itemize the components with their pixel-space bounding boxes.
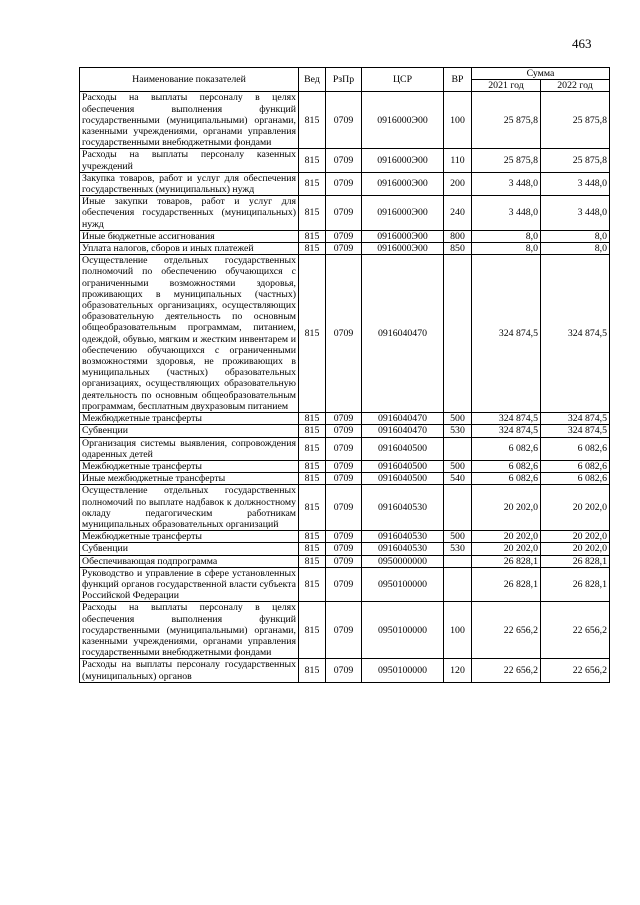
- table-row: [80, 172, 610, 195]
- cell-rzpr: 0709: [326, 92, 362, 149]
- cell-sum-2022: 3 448,0: [541, 196, 610, 231]
- table-row: [80, 485, 610, 531]
- cell-sum-2021: 22 656,2: [472, 602, 541, 659]
- cell-csr: 0916000Э00: [362, 243, 444, 255]
- cell-sum-2022: 25 875,8: [541, 149, 610, 172]
- cell-csr: 0916040470: [362, 425, 444, 437]
- cell-vr: [444, 567, 472, 602]
- cell-ved: 815: [299, 196, 326, 231]
- cell-name: Расходы на выплаты персоналу в целях обеспечения выполнения функций государственными (муниципальными) органами, казенными учреждениями, органами управления государственными внебюджетными фондами: [80, 602, 299, 659]
- cell-name: Межбюджетные трансферты: [80, 413, 299, 425]
- table-row: [80, 413, 610, 425]
- cell-vr: 240: [444, 196, 472, 231]
- cell-ved: 815: [299, 243, 326, 255]
- cell-sum-2021: 20 202,0: [472, 531, 541, 543]
- cell-sum-2021: 3 448,0: [472, 172, 541, 195]
- cell-rzpr: 0709: [326, 243, 362, 255]
- cell-name: Субвенции: [80, 425, 299, 437]
- cell-sum-2021: 20 202,0: [472, 543, 541, 555]
- cell-csr: 0916040470: [362, 255, 444, 413]
- cell-ved: 815: [299, 230, 326, 242]
- cell-name: Межбюджетные трансферты: [80, 531, 299, 543]
- table-row: [80, 555, 610, 567]
- cell-name: Организация системы выявления, сопровождения одаренных детей: [80, 437, 299, 460]
- cell-sum-2021: 22 656,2: [472, 659, 541, 682]
- cell-sum-2021: 6 082,6: [472, 473, 541, 485]
- table-row: [80, 230, 610, 242]
- cell-vr: [444, 555, 472, 567]
- cell-ved: 815: [299, 460, 326, 472]
- cell-name: Осуществление отдельных государственных полномочий по обеспечению обучающихся с ограниченными возможностями здоровья, проживающих в муниципальных (частных) образовательных организациях, осуществляющих образовательную деятельность по основным общеобразовательным программам, питанием, одеждой, обувью, мягким и жестким инвентарем и обеспечению обучающихся с ограниченными возможностями здоровья, не проживающих в муниципальных (частных) образовательных организациях, осуществляющих образовательную деятельность по основным общеобразовательным программам, бесплатным двухразовым питанием: [80, 255, 299, 413]
- cell-rzpr: 0709: [326, 172, 362, 195]
- cell-sum-2022: 20 202,0: [541, 531, 610, 543]
- cell-sum-2022: 26 828,1: [541, 567, 610, 602]
- cell-rzpr: 0709: [326, 659, 362, 682]
- cell-sum-2021: 6 082,6: [472, 437, 541, 460]
- cell-vr: 100: [444, 92, 472, 149]
- cell-sum-2022: 8,0: [541, 230, 610, 242]
- cell-sum-2022: 324 874,5: [541, 255, 610, 413]
- cell-sum-2022: 3 448,0: [541, 172, 610, 195]
- cell-ved: 815: [299, 255, 326, 413]
- cell-rzpr: 0709: [326, 230, 362, 242]
- cell-name: Обеспечивающая подпрограмма: [80, 555, 299, 567]
- budget-table: [79, 67, 610, 683]
- cell-rzpr: 0709: [326, 473, 362, 485]
- cell-ved: 815: [299, 602, 326, 659]
- cell-name: Уплата налогов, сборов и иных платежей: [80, 243, 299, 255]
- cell-vr: 200: [444, 172, 472, 195]
- table-row: [80, 460, 610, 472]
- cell-csr: 0916040530: [362, 485, 444, 531]
- table-row: [80, 543, 610, 555]
- cell-sum-2021: 26 828,1: [472, 555, 541, 567]
- cell-sum-2022: 25 875,8: [541, 92, 610, 149]
- cell-rzpr: 0709: [326, 531, 362, 543]
- cell-sum-2022: 324 874,5: [541, 425, 610, 437]
- cell-sum-2022: 20 202,0: [541, 543, 610, 555]
- cell-csr: 0950100000: [362, 659, 444, 682]
- cell-sum-2022: 6 082,6: [541, 460, 610, 472]
- cell-vr: 500: [444, 413, 472, 425]
- cell-vr: [444, 437, 472, 460]
- cell-name: Расходы на выплаты персоналу казенных учреждений: [80, 149, 299, 172]
- cell-ved: 815: [299, 567, 326, 602]
- cell-ved: 815: [299, 92, 326, 149]
- cell-rzpr: 0709: [326, 413, 362, 425]
- cell-csr: 0916040530: [362, 531, 444, 543]
- cell-ved: 815: [299, 531, 326, 543]
- cell-csr: 0916000Э00: [362, 230, 444, 242]
- cell-sum-2022: 20 202,0: [541, 485, 610, 531]
- cell-sum-2021: 26 828,1: [472, 567, 541, 602]
- cell-sum-2022: 8,0: [541, 243, 610, 255]
- cell-csr: 0950100000: [362, 602, 444, 659]
- cell-rzpr: 0709: [326, 196, 362, 231]
- cell-sum-2021: 8,0: [472, 230, 541, 242]
- header-vr: ВР: [444, 68, 472, 92]
- cell-sum-2021: 8,0: [472, 243, 541, 255]
- header-name: Наименование показателей: [80, 68, 299, 92]
- cell-vr: 500: [444, 460, 472, 472]
- cell-sum-2021: 324 874,5: [472, 255, 541, 413]
- page-number: 463: [572, 36, 592, 51]
- cell-ved: 815: [299, 149, 326, 172]
- cell-sum-2022: 22 656,2: [541, 602, 610, 659]
- cell-csr: 0916000Э00: [362, 196, 444, 231]
- cell-rzpr: 0709: [326, 149, 362, 172]
- cell-vr: [444, 485, 472, 531]
- header-year-2021: 2021 год: [472, 80, 541, 92]
- table-row: [80, 196, 610, 231]
- table-row: [80, 243, 610, 255]
- cell-rzpr: 0709: [326, 543, 362, 555]
- cell-vr: 850: [444, 243, 472, 255]
- cell-rzpr: 0709: [326, 425, 362, 437]
- table-row: [80, 602, 610, 659]
- cell-csr: 0916040530: [362, 543, 444, 555]
- cell-ved: 815: [299, 413, 326, 425]
- cell-csr: 0916000Э00: [362, 172, 444, 195]
- cell-sum-2022: 6 082,6: [541, 437, 610, 460]
- cell-vr: 540: [444, 473, 472, 485]
- cell-vr: 800: [444, 230, 472, 242]
- cell-name: Субвенции: [80, 543, 299, 555]
- table-row: [80, 425, 610, 437]
- cell-csr: 0916000Э00: [362, 149, 444, 172]
- cell-ved: 815: [299, 437, 326, 460]
- cell-sum-2021: 25 875,8: [472, 149, 541, 172]
- table-row: [80, 473, 610, 485]
- cell-csr: 0916040500: [362, 473, 444, 485]
- cell-vr: 120: [444, 659, 472, 682]
- table-row: [80, 659, 610, 682]
- cell-sum-2021: 324 874,5: [472, 413, 541, 425]
- cell-ved: 815: [299, 172, 326, 195]
- cell-name: Осуществление отдельных государственных полномочий по выплате надбавок к должностному окладу педагогическим работникам муниципальных образовательных организаций: [80, 485, 299, 531]
- cell-name: Руководство и управление в сфере установленных функций органов государственной власти субъекта Российской Федерации: [80, 567, 299, 602]
- header-csr: ЦСР: [362, 68, 444, 92]
- cell-sum-2021: 6 082,6: [472, 460, 541, 472]
- table-row: [80, 92, 610, 149]
- cell-csr: 0950000000: [362, 555, 444, 567]
- cell-csr: 0950100000: [362, 567, 444, 602]
- header-ved: Вед: [299, 68, 326, 92]
- header-rzpr: РзПр: [326, 68, 362, 92]
- table-row: [80, 255, 610, 413]
- cell-sum-2022: 22 656,2: [541, 659, 610, 682]
- cell-ved: 815: [299, 473, 326, 485]
- cell-sum-2021: 20 202,0: [472, 485, 541, 531]
- table-body: [80, 92, 610, 682]
- cell-vr: [444, 255, 472, 413]
- cell-csr: 0916040500: [362, 460, 444, 472]
- cell-name: Иные межбюджетные трансферты: [80, 473, 299, 485]
- cell-csr: 0916040500: [362, 437, 444, 460]
- table-header: [80, 68, 610, 92]
- cell-rzpr: 0709: [326, 485, 362, 531]
- cell-sum-2021: 25 875,8: [472, 92, 541, 149]
- table-row: [80, 149, 610, 172]
- table-row: [80, 531, 610, 543]
- cell-name: Межбюджетные трансферты: [80, 460, 299, 472]
- cell-rzpr: 0709: [326, 437, 362, 460]
- header-sum: Сумма: [472, 68, 610, 80]
- cell-sum-2021: 324 874,5: [472, 425, 541, 437]
- cell-vr: 530: [444, 425, 472, 437]
- cell-csr: 0916040470: [362, 413, 444, 425]
- cell-rzpr: 0709: [326, 460, 362, 472]
- cell-rzpr: 0709: [326, 567, 362, 602]
- cell-rzpr: 0709: [326, 255, 362, 413]
- cell-csr: 0916000Э00: [362, 92, 444, 149]
- cell-rzpr: 0709: [326, 555, 362, 567]
- cell-ved: 815: [299, 485, 326, 531]
- cell-name: Иные бюджетные ассигнования: [80, 230, 299, 242]
- cell-sum-2022: 6 082,6: [541, 473, 610, 485]
- cell-name: Закупка товаров, работ и услуг для обеспечения государственных (муниципальных) нужд: [80, 172, 299, 195]
- cell-ved: 815: [299, 555, 326, 567]
- cell-rzpr: 0709: [326, 602, 362, 659]
- cell-sum-2022: 324 874,5: [541, 413, 610, 425]
- cell-name: Расходы на выплаты персоналу в целях обеспечения выполнения функций государственными (муниципальными) органами, казенными учреждениями, органами управления государственными внебюджетными фондами: [80, 92, 299, 149]
- cell-sum-2022: 26 828,1: [541, 555, 610, 567]
- cell-vr: 530: [444, 543, 472, 555]
- cell-name: Иные закупки товаров, работ и услуг для обеспечения государственных (муниципальных) нужд: [80, 196, 299, 231]
- cell-ved: 815: [299, 543, 326, 555]
- cell-vr: 110: [444, 149, 472, 172]
- cell-sum-2021: 3 448,0: [472, 196, 541, 231]
- cell-name: Расходы на выплаты персоналу государственных (муниципальных) органов: [80, 659, 299, 682]
- cell-vr: 500: [444, 531, 472, 543]
- header-year-2022: 2022 год: [541, 80, 610, 92]
- table-row: [80, 437, 610, 460]
- table-row: [80, 567, 610, 602]
- cell-ved: 815: [299, 425, 326, 437]
- cell-vr: 100: [444, 602, 472, 659]
- cell-ved: 815: [299, 659, 326, 682]
